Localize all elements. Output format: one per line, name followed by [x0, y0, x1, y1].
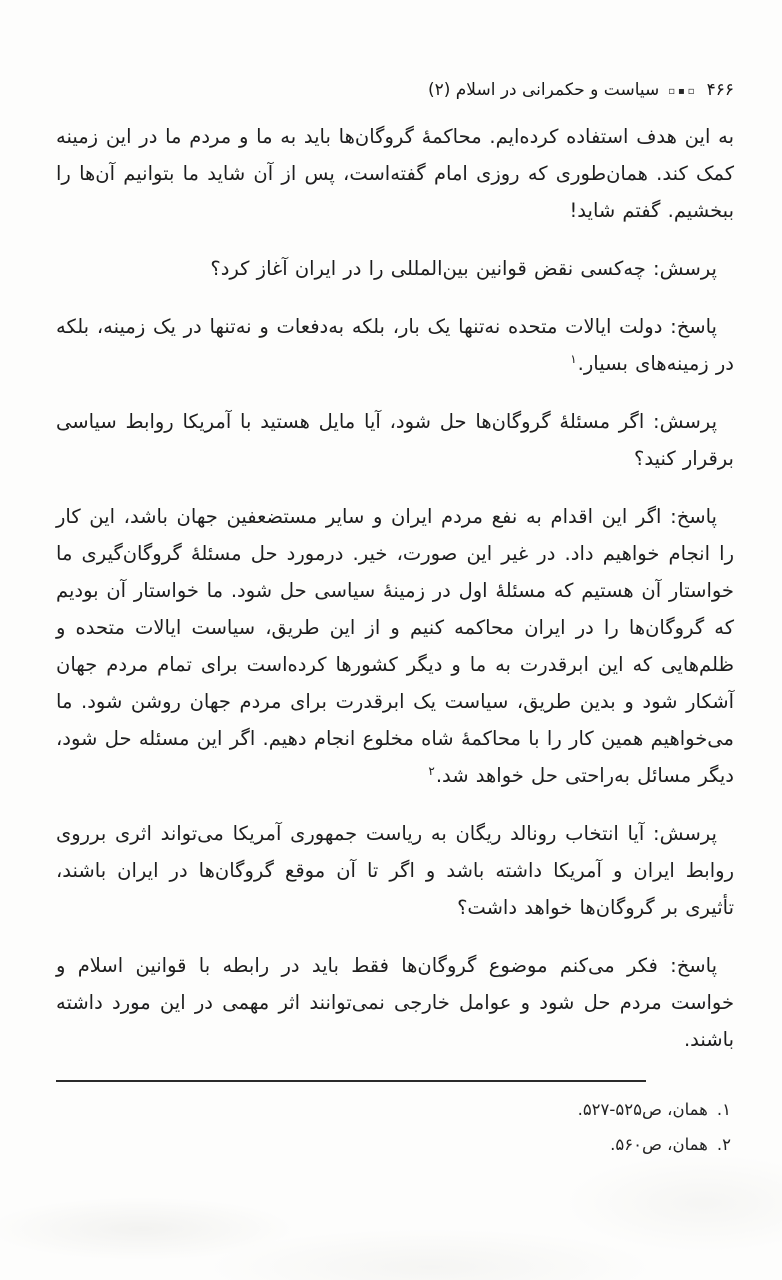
continuation-paragraph: [56, 118, 734, 229]
footnote-text: همان، ص۵۶۰.: [610, 1135, 708, 1154]
answer-paragraph-2: [56, 498, 734, 794]
question-paragraph-2: [56, 403, 734, 477]
answer-paragraph-1: [56, 308, 734, 382]
book-title: سیاست و حکمرانی در اسلام (۲): [427, 80, 660, 100]
footnote-ref-2: ۲: [428, 763, 435, 778]
footnote-text: همان، ص۵۲۵-۵۲۷.: [577, 1100, 708, 1119]
question-paragraph-3: [56, 815, 734, 926]
footnote-item-2: [56, 1127, 734, 1162]
body-text: [56, 118, 734, 1079]
paragraph-text: پاسخ: فکر می‌کنم موضوع گروگان‌ها فقط باید در رابطه با قوانین اسلام و خواست مردم حل شود و عوامل خارجی نمی‌توانند اثر مهمی در این مورد داشته باشند.: [56, 954, 734, 1051]
paragraph-text: پرسش: آیا انتخاب رونالد ریگان به ریاست جمهوری آمریکا می‌تواند اثری برروی روابط ایران و آمریکا داشته باشد و اگر تا آن موقع گروگان‌ها در ایران باشند، تأثیری بر گروگان‌ها خواهد داشت؟: [56, 822, 734, 919]
paragraph-text: پرسش: چه‌کسی نقض قوانین بین‌المللی را در ایران آغاز کرد؟: [210, 257, 717, 280]
header-ornament-icon: ▫▪▫: [668, 85, 698, 97]
footnotes-section: [56, 1080, 734, 1162]
answer-paragraph-3: [56, 947, 734, 1058]
paragraph-text: به این هدف استفاده کرده‌ایم. محاکمهٔ گروگان‌ها باید به ما و مردم ما در این زمینه کمک کند. همان‌طوری که روزی امام گفته‌است، پس از آن شاید ما بتوانیم آن‌ها را ببخشیم. گفتم شاید!: [56, 125, 734, 222]
page-header: [56, 80, 734, 100]
page-number: ۴۶۶: [706, 80, 734, 100]
paragraph-text: پرسش: اگر مسئلهٔ گروگان‌ها حل شود، آیا مایل هستید با آمریکا روابط سیاسی برقرار کنید؟: [56, 410, 734, 470]
paragraph-text: پاسخ: دولت ایالات متحده نه‌تنها یک بار، بلکه به‌دفعات و نه‌تنها در یک زمینه، بلکه در زمینه‌های بسیار.: [56, 315, 734, 375]
footnote-number: ۱.: [716, 1100, 731, 1119]
question-paragraph-1: [56, 250, 734, 287]
footnote-number: ۲.: [716, 1135, 731, 1154]
paragraph-text: پاسخ: اگر این اقدام به نفع مردم ایران و سایر مستضعفین جهان باشد، این کار را انجام خواهیم داد. در غیر این صورت، خیر. درمورد حل مسئلهٔ گروگان‌گیری ما خواستار آن هستیم که مسئلهٔ اول در زمینهٔ سیاسی حل شود. ما خواستار آن بودیم که گروگان‌ها را در ایران محاکمه کنیم و از این طریق، سیاست ایالات متحده و ظلم‌هایی که این ابرقدرت به ما و دیگر کشورها کرده‌است برای تمام مردم جهان آشکار شود و بدین طریق، سیاست یک ابرقدرت برای مردم جهان روشن شود. ما می‌خواهیم همین کار را با محاکمهٔ شاه مخلوع انجام دهیم. اگر این مسئله حل شود، دیگر مسائل به‌راحتی حل خواهد شد.: [56, 505, 734, 787]
footnote-item-1: [56, 1092, 734, 1127]
footnote-separator: [56, 1080, 646, 1082]
footnote-ref-1: ۱: [570, 351, 577, 366]
